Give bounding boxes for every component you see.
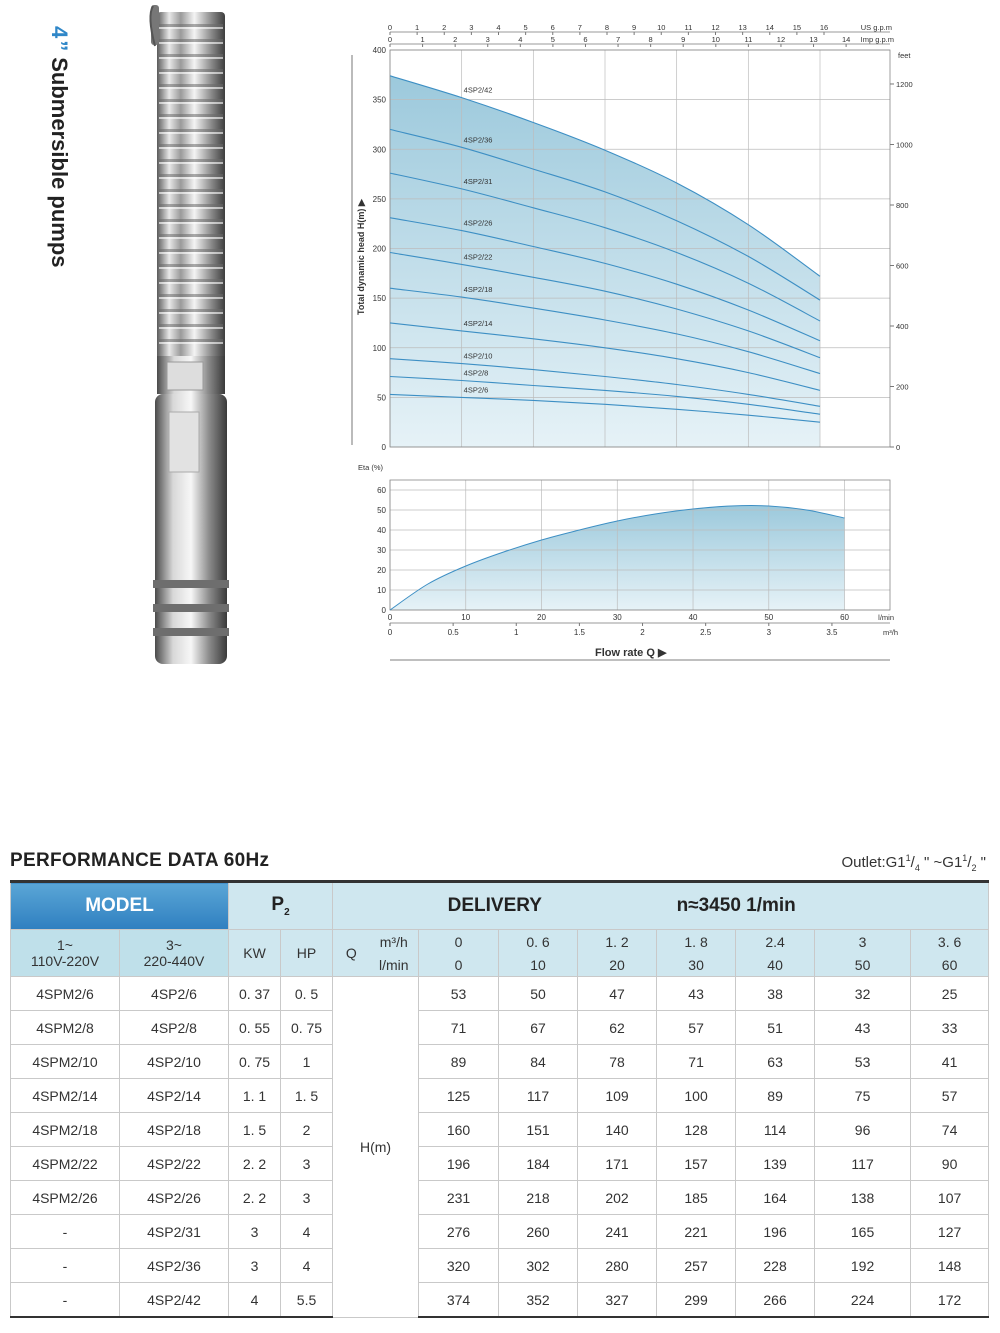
eta-y-tick: 0 bbox=[381, 606, 386, 615]
head-value: 114 bbox=[736, 1113, 815, 1147]
head-y-tick: 300 bbox=[372, 145, 386, 155]
head-value: 266 bbox=[736, 1283, 815, 1318]
head-value: 62 bbox=[578, 1011, 657, 1045]
feet-tick: 200 bbox=[896, 382, 909, 392]
p2-header: $P_2$ bbox=[229, 882, 333, 930]
outlet-spec: $Outlet:G1^1/_4$ " $\sim G1^1/_2$ " bbox=[841, 853, 986, 873]
us-tick: 14 bbox=[765, 23, 774, 32]
us-tick: 5 bbox=[523, 23, 528, 32]
model-3phase: 4SP2/36 bbox=[120, 1249, 229, 1283]
head-y-tick: 200 bbox=[372, 244, 386, 254]
head-value: 47 bbox=[578, 977, 657, 1011]
power-hp: 0. 5 bbox=[281, 977, 333, 1011]
speed-header: n≈3450 1/min bbox=[657, 882, 989, 930]
flow-m3h-header: 3 bbox=[815, 930, 911, 954]
power-hp: 1 bbox=[281, 1045, 333, 1079]
head-value: 127 bbox=[911, 1215, 989, 1249]
power-hp: 2 bbox=[281, 1113, 333, 1147]
table-row bbox=[11, 1249, 989, 1283]
eta-x-tick-m3h: 2 bbox=[640, 628, 645, 637]
head-value: 57 bbox=[657, 1011, 736, 1045]
head-y-tick: 0 bbox=[381, 443, 386, 452]
eta-x-tick-lmin: 20 bbox=[537, 613, 546, 622]
imp-tick: 6 bbox=[583, 35, 588, 44]
head-value: 43 bbox=[815, 1011, 911, 1045]
power-kw: 2. 2 bbox=[229, 1147, 281, 1181]
head-value: 117 bbox=[499, 1079, 578, 1113]
series-label: 4SP2/22 bbox=[463, 252, 493, 262]
pump-image bbox=[145, 4, 240, 668]
us-tick: 3 bbox=[469, 23, 474, 32]
eta-x-tick-lmin: 50 bbox=[764, 613, 774, 622]
delivery-header: DELIVERY bbox=[333, 882, 657, 930]
eta-x-tick-m3h: 3 bbox=[766, 628, 772, 637]
us-tick: 9 bbox=[632, 23, 637, 32]
head-value: 151 bbox=[499, 1113, 578, 1147]
head-value: 280 bbox=[578, 1249, 657, 1283]
us-tick: 16 bbox=[819, 23, 829, 32]
table-row bbox=[11, 1011, 989, 1045]
model-1phase: - bbox=[11, 1283, 120, 1318]
power-kw: 4 bbox=[229, 1283, 281, 1318]
side-title-marks: ” bbox=[47, 40, 72, 52]
head-value: 218 bbox=[499, 1181, 578, 1215]
head-value: 74 bbox=[911, 1113, 989, 1147]
head-value: 57 bbox=[911, 1079, 989, 1113]
imp-tick: 12 bbox=[776, 35, 786, 44]
flow-m3h-header: 1. 8 bbox=[657, 930, 736, 954]
eta-x-tick-m3h: 3.5 bbox=[826, 628, 838, 637]
head-value: 196 bbox=[419, 1147, 499, 1181]
flow-m3h-header: 1. 2 bbox=[578, 930, 657, 954]
phase3-header: 3~ 220-440V bbox=[120, 930, 229, 977]
eta-y-tick: 50 bbox=[377, 506, 386, 515]
head-value: 53 bbox=[815, 1045, 911, 1079]
feet-tick: 800 bbox=[896, 200, 909, 210]
power-hp: 0. 75 bbox=[281, 1011, 333, 1045]
head-value: 139 bbox=[736, 1147, 815, 1181]
power-hp: 1. 5 bbox=[281, 1079, 333, 1113]
head-y-tick: 50 bbox=[377, 393, 386, 403]
head-value: 185 bbox=[657, 1181, 736, 1215]
us-tick: 7 bbox=[577, 23, 582, 32]
table-row bbox=[11, 1147, 989, 1181]
head-value: 221 bbox=[657, 1215, 736, 1249]
power-kw: 0. 75 bbox=[229, 1045, 281, 1079]
flow-lmin-header: 40 bbox=[736, 953, 815, 977]
series-label: 4SP2/26 bbox=[463, 218, 493, 228]
model-1phase: 4SPM2/10 bbox=[11, 1045, 120, 1079]
power-kw: 2. 2 bbox=[229, 1181, 281, 1215]
head-y-tick: 350 bbox=[372, 95, 386, 105]
imp-tick: 5 bbox=[550, 35, 555, 44]
flow-lmin-header: 0 bbox=[419, 953, 499, 977]
head-value: 32 bbox=[815, 977, 911, 1011]
us-tick: 1 bbox=[415, 23, 420, 32]
eta-x-label: Flow rate Q ▶ bbox=[595, 647, 667, 659]
table-row bbox=[11, 1283, 989, 1318]
head-value: 352 bbox=[499, 1283, 578, 1318]
imp-tick: 8 bbox=[648, 35, 653, 44]
us-tick: 11 bbox=[684, 23, 693, 32]
head-value: 109 bbox=[578, 1079, 657, 1113]
head-value: 299 bbox=[657, 1283, 736, 1318]
head-value: 41 bbox=[911, 1045, 989, 1079]
eta-y-tick: 40 bbox=[377, 526, 386, 535]
eta-x-tick-m3h: 1 bbox=[514, 628, 519, 637]
power-hp: 4 bbox=[281, 1215, 333, 1249]
eta-x-tick-lmin: 60 bbox=[840, 613, 849, 622]
eta-x-tick-m3h: 1.5 bbox=[573, 628, 585, 637]
side-title bbox=[40, 20, 80, 290]
head-value: 157 bbox=[657, 1147, 736, 1181]
eta-x-unit-lmin: l/min bbox=[878, 613, 894, 622]
eta-y-tick: 30 bbox=[377, 546, 386, 555]
head-value: 140 bbox=[578, 1113, 657, 1147]
eta-x-tick-lmin: 40 bbox=[688, 613, 698, 622]
eta-x-tick-lmin: 0 bbox=[387, 613, 393, 622]
model-1phase: 4SPM2/22 bbox=[11, 1147, 120, 1181]
head-value: 96 bbox=[815, 1113, 911, 1147]
head-value: 125 bbox=[419, 1079, 499, 1113]
head-value: 257 bbox=[657, 1249, 736, 1283]
head-value: 260 bbox=[499, 1215, 578, 1249]
feet-tick: 600 bbox=[896, 261, 909, 271]
us-tick: 10 bbox=[657, 23, 666, 32]
series-label: 4SP2/31 bbox=[463, 176, 493, 186]
head-value: 25 bbox=[911, 977, 989, 1011]
kw-header: KW bbox=[229, 930, 281, 977]
head-value: 51 bbox=[736, 1011, 815, 1045]
table-row bbox=[11, 1079, 989, 1113]
flow-lmin-header: 60 bbox=[911, 953, 989, 977]
eta-y-tick: 10 bbox=[377, 586, 386, 595]
head-value: 276 bbox=[419, 1215, 499, 1249]
m3h-unit: m³/h bbox=[370, 930, 419, 954]
head-value: 100 bbox=[657, 1079, 736, 1113]
head-value: 89 bbox=[419, 1045, 499, 1079]
eta-y-tick: 60 bbox=[377, 486, 386, 495]
head-value: 172 bbox=[911, 1283, 989, 1318]
head-value: 320 bbox=[419, 1249, 499, 1283]
us-tick: 12 bbox=[711, 23, 720, 32]
head-y-tick: 250 bbox=[372, 194, 386, 204]
head-value: 165 bbox=[815, 1215, 911, 1249]
head-value: 71 bbox=[419, 1011, 499, 1045]
imp-tick: 9 bbox=[681, 35, 686, 44]
model-1phase: 4SPM2/14 bbox=[11, 1079, 120, 1113]
series-label: 4SP2/8 bbox=[463, 368, 489, 378]
imp-tick: 10 bbox=[711, 35, 720, 44]
table-row bbox=[11, 1181, 989, 1215]
eta-x-unit-m3h: m³/h bbox=[883, 628, 898, 637]
head-value: 160 bbox=[419, 1113, 499, 1147]
eta-x-tick-lmin: 10 bbox=[461, 613, 471, 622]
imp-tick: 14 bbox=[841, 35, 851, 44]
table-row bbox=[11, 1215, 989, 1249]
us-tick: 0 bbox=[387, 23, 393, 32]
feet-tick: 0 bbox=[896, 443, 901, 452]
series-label: 4SP2/14 bbox=[463, 318, 493, 328]
model-1phase: 4SPM2/8 bbox=[11, 1011, 120, 1045]
head-value: 78 bbox=[578, 1045, 657, 1079]
flow-lmin-header: 10 bbox=[499, 953, 578, 977]
head-value: 71 bbox=[657, 1045, 736, 1079]
feet-axis-label: feet bbox=[898, 51, 911, 60]
model-1phase: 4SPM2/6 bbox=[11, 977, 120, 1011]
head-y-tick: 150 bbox=[372, 294, 386, 304]
imp-tick: 0 bbox=[387, 35, 393, 44]
table-row bbox=[11, 977, 989, 1011]
model-3phase: 4SP2/22 bbox=[120, 1147, 229, 1181]
performance-title: PERFORMANCE DATA 60Hz bbox=[10, 850, 270, 871]
series-label: 4SP2/10 bbox=[463, 351, 493, 361]
head-value: 107 bbox=[911, 1181, 989, 1215]
flow-lmin-header: 50 bbox=[815, 953, 911, 977]
head-value: 196 bbox=[736, 1215, 815, 1249]
table-row bbox=[11, 1045, 989, 1079]
head-value: 67 bbox=[499, 1011, 578, 1045]
head-value: 53 bbox=[419, 977, 499, 1011]
flow-m3h-header: 0. 6 bbox=[499, 930, 578, 954]
head-value: 90 bbox=[911, 1147, 989, 1181]
eta-y-tick: 20 bbox=[377, 566, 386, 575]
head-value: 374 bbox=[419, 1283, 499, 1318]
feet-tick: 1000 bbox=[896, 140, 913, 150]
side-title-number: 4 bbox=[47, 26, 72, 39]
head-value: 231 bbox=[419, 1181, 499, 1215]
head-value: 84 bbox=[499, 1045, 578, 1079]
head-value: 184 bbox=[499, 1147, 578, 1181]
feet-tick: 400 bbox=[896, 321, 909, 331]
model-3phase: 4SP2/6 bbox=[120, 977, 229, 1011]
power-hp: 3 bbox=[281, 1147, 333, 1181]
model-1phase: 4SPM2/18 bbox=[11, 1113, 120, 1147]
phase1-header: 1~ 110V-220V bbox=[11, 930, 120, 977]
head-value: 33 bbox=[911, 1011, 989, 1045]
power-kw: 1. 5 bbox=[229, 1113, 281, 1147]
efficiency-chart bbox=[340, 458, 920, 668]
head-value: 117 bbox=[815, 1147, 911, 1181]
head-value: 241 bbox=[578, 1215, 657, 1249]
power-kw: 0. 37 bbox=[229, 977, 281, 1011]
eta-x-tick-m3h: 0 bbox=[387, 628, 393, 637]
head-value: 63 bbox=[736, 1045, 815, 1079]
model-3phase: 4SP2/31 bbox=[120, 1215, 229, 1249]
model-3phase: 4SP2/10 bbox=[120, 1045, 229, 1079]
eta-x-tick-lmin: 30 bbox=[612, 613, 622, 622]
power-kw: 3 bbox=[229, 1215, 281, 1249]
model-3phase: 4SP2/8 bbox=[120, 1011, 229, 1045]
head-value: 43 bbox=[657, 977, 736, 1011]
feet-tick: 1200 bbox=[896, 79, 913, 89]
head-y-tick: 400 bbox=[372, 46, 386, 55]
us-tick: 4 bbox=[496, 23, 501, 32]
performance-table bbox=[10, 880, 989, 1318]
series-label: 4SP2/18 bbox=[463, 285, 493, 295]
head-y-label: Total dynamic head H(m) ▶ bbox=[356, 199, 366, 315]
series-label: 4SP2/42 bbox=[463, 85, 493, 95]
head-value: 164 bbox=[736, 1181, 815, 1215]
flow-m3h-header: 3. 6 bbox=[911, 930, 989, 954]
flow-m3h-header: 0 bbox=[419, 930, 499, 954]
model-3phase: 4SP2/14 bbox=[120, 1079, 229, 1113]
model-1phase: - bbox=[11, 1249, 120, 1283]
power-hp: 3 bbox=[281, 1181, 333, 1215]
flow-lmin-header: 20 bbox=[578, 953, 657, 977]
eta-y-label: Eta (%) bbox=[358, 463, 384, 472]
head-value: 50 bbox=[499, 977, 578, 1011]
us-tick: 2 bbox=[442, 23, 447, 32]
us-tick: 15 bbox=[792, 23, 802, 32]
imp-tick: 13 bbox=[809, 35, 818, 44]
imp-tick: 2 bbox=[453, 35, 458, 44]
model-header: MODEL bbox=[11, 882, 229, 930]
us-axis-label: US g.p.m bbox=[860, 23, 892, 32]
table-row bbox=[11, 1113, 989, 1147]
power-kw: 3 bbox=[229, 1249, 281, 1283]
imp-tick: 7 bbox=[615, 35, 621, 44]
us-tick: 13 bbox=[738, 23, 747, 32]
us-tick: 8 bbox=[604, 23, 610, 32]
head-value: 327 bbox=[578, 1283, 657, 1318]
model-3phase: 4SP2/42 bbox=[120, 1283, 229, 1318]
head-value: 224 bbox=[815, 1283, 911, 1318]
imp-tick: 1 bbox=[420, 35, 425, 44]
head-flow-chart bbox=[340, 10, 920, 470]
model-3phase: 4SP2/26 bbox=[120, 1181, 229, 1215]
q-header: Q bbox=[333, 930, 370, 977]
hp-header: HP bbox=[281, 930, 333, 977]
svg-text:4”Submersible pumps bbox=[47, 26, 72, 268]
series-label: 4SP2/36 bbox=[463, 135, 493, 145]
head-value: 128 bbox=[657, 1113, 736, 1147]
power-hp: 5.5 bbox=[281, 1283, 333, 1318]
head-label: H(m) bbox=[333, 977, 419, 1318]
lmin-unit: l/min bbox=[370, 953, 419, 977]
imp-axis-label: Imp g.p.m bbox=[860, 35, 894, 44]
model-1phase: 4SPM2/26 bbox=[11, 1181, 120, 1215]
head-value: 228 bbox=[736, 1249, 815, 1283]
head-value: 202 bbox=[578, 1181, 657, 1215]
head-value: 89 bbox=[736, 1079, 815, 1113]
power-kw: 1. 1 bbox=[229, 1079, 281, 1113]
power-kw: 0. 55 bbox=[229, 1011, 281, 1045]
head-value: 38 bbox=[736, 977, 815, 1011]
eta-x-tick-m3h: 0.5 bbox=[447, 628, 459, 637]
series-label: 4SP2/6 bbox=[463, 385, 489, 395]
head-y-tick: 100 bbox=[372, 343, 386, 353]
head-value: 148 bbox=[911, 1249, 989, 1283]
model-1phase: - bbox=[11, 1215, 120, 1249]
head-value: 192 bbox=[815, 1249, 911, 1283]
us-tick: 6 bbox=[550, 23, 555, 32]
side-title-text: Submersible pumps bbox=[47, 57, 72, 268]
head-value: 302 bbox=[499, 1249, 578, 1283]
head-value: 75 bbox=[815, 1079, 911, 1113]
imp-tick: 11 bbox=[744, 35, 753, 44]
eta-x-tick-m3h: 2.5 bbox=[700, 628, 712, 637]
power-hp: 4 bbox=[281, 1249, 333, 1283]
head-value: 138 bbox=[815, 1181, 911, 1215]
imp-tick: 4 bbox=[518, 35, 523, 44]
flow-lmin-header: 30 bbox=[657, 953, 736, 977]
imp-tick: 3 bbox=[485, 35, 490, 44]
flow-m3h-header: 2.4 bbox=[736, 930, 815, 954]
head-value: 171 bbox=[578, 1147, 657, 1181]
model-3phase: 4SP2/18 bbox=[120, 1113, 229, 1147]
